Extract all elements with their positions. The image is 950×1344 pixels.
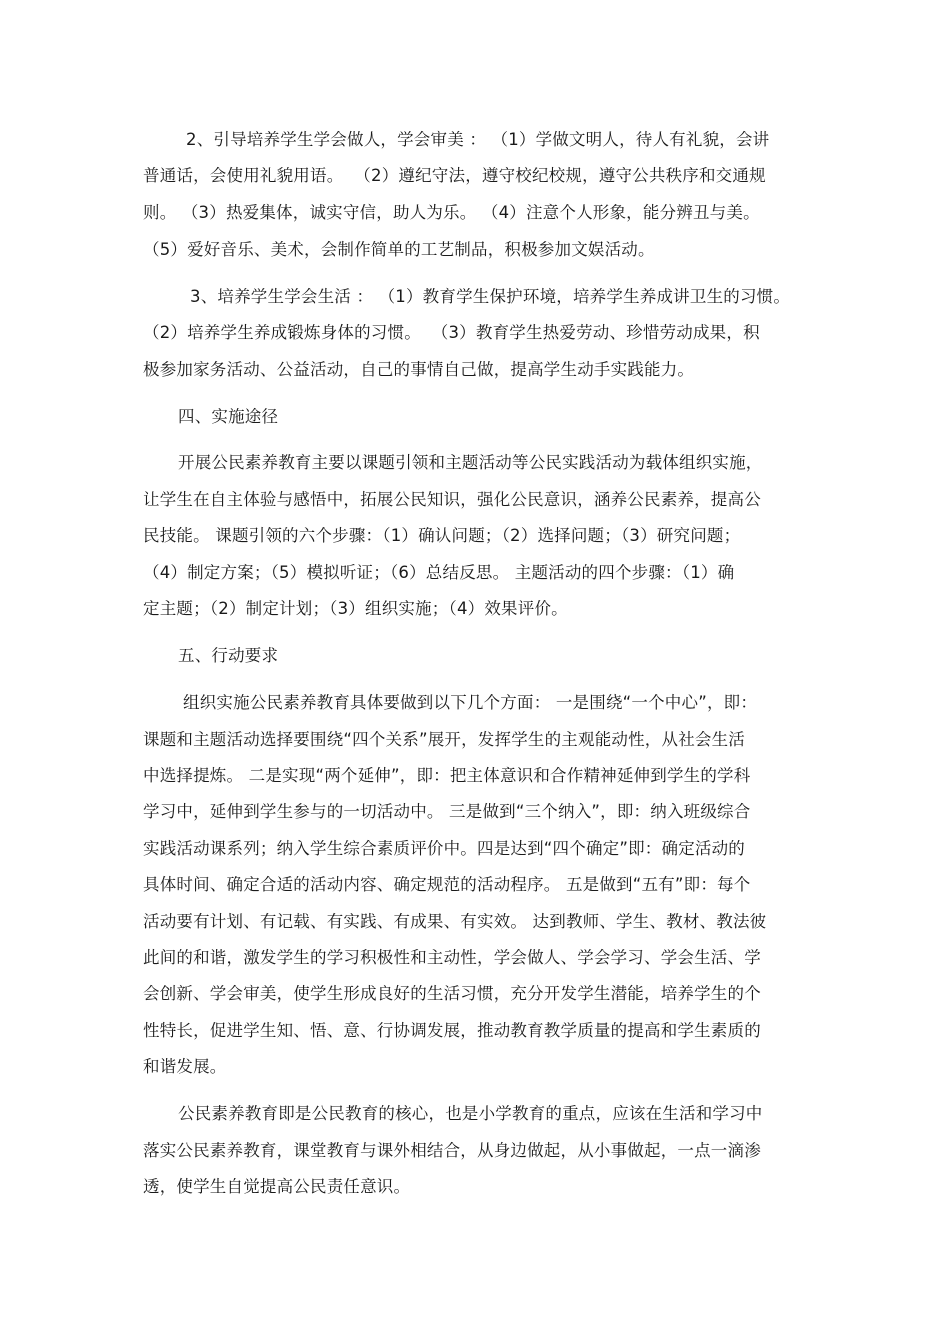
- text-line: 开展公民素养教育主要以课题引领和主题活动等公民实践活动为载体组织实施，: [178, 453, 763, 472]
- text-line: （4）制定方案；（5）模拟听证；（6）总结反思。 主题活动的四个步骤：（1）确: [143, 563, 735, 582]
- text-line: 具体时间、确定合适的活动内容、确定规范的活动程序。 五是做到“五有”即：每个: [143, 875, 751, 894]
- text-line: 性特长，促进学生知、悟、意、行协调发展，推动教育教学质量的提高和学生素质的: [143, 1021, 761, 1040]
- text-line: 活动要有计划、有记载、有实践、有成果、有实效。 达到教师、学生、教材、教法彼: [143, 912, 767, 931]
- text-line: 极参加家务活动、公益活动，自己的事情自己做，提高学生动手实践能力。: [143, 360, 695, 379]
- text-line: 课题和主题活动选择要围绕“四个关系”展开，发挥学生的主观能动性，从社会生活: [143, 730, 745, 749]
- text-line: 组织实施公民素养教育具体要做到以下几个方面： 一是围绕“一个中心”，即：: [183, 693, 758, 712]
- text-line: 和谐发展。: [143, 1057, 227, 1076]
- text-line: 实践活动课系列；纳入学生综合素质评价中。四是达到“四个确定”即：确定活动的: [143, 839, 745, 858]
- text-line: 公民素养教育即是公民教育的核心，也是小学教育的重点，应该在生活和学习中: [178, 1104, 763, 1123]
- text-line: 让学生在自主体验与感悟中，拓展公民知识，强化公民意识，涵养公民素养，提高公: [143, 490, 761, 509]
- text-line: 3、培养学生学会生活 ： （1）教育学生保护环境，培养学生养成讲卫生的习惯。: [190, 287, 791, 306]
- text-line: （5）爱好音乐、美术，会制作简单的工艺制品，积极参加文娱活动。: [143, 240, 655, 259]
- section-heading: 四、实施途径: [178, 407, 279, 426]
- text-line: 透，使学生自觉提高公民责任意识。: [143, 1177, 411, 1196]
- text-line: 定主题；（2）制定计划；（3）组织实施；（4）效果评价。: [143, 599, 568, 618]
- section-heading: 五、行动要求: [178, 646, 279, 665]
- text-line: （2）培养学生养成锻炼身体的习惯。 （3）教育学生热爱劳动、珍惜劳动成果，积: [143, 323, 760, 342]
- text-line: 普通话，会使用礼貌用语。 （2）遵纪守法，遵守校纪校规，遵守公共秩序和交通规: [143, 166, 766, 185]
- text-line: 2、引导培养学生学会做人，学会审美 ： （1）学做文明人，待人有礼貌，会讲: [186, 130, 770, 149]
- text-line: 中选择提炼。 二是实现“两个延伸”，即：把主体意识和合作精神延伸到学生的学科: [143, 766, 751, 785]
- text-line: 民技能。 课题引领的六个步骤：（1）确认问题；（2）选择问题；（3）研究问题；: [143, 526, 741, 545]
- text-line: 此间的和谐，激发学生的学习积极性和主动性，学会做人、学会学习、学会生活、学: [143, 948, 761, 967]
- text-line: 学习中，延伸到学生参与的一切活动中。 三是做到“三个纳入”，即：纳入班级综合: [143, 802, 751, 821]
- text-line: 落实公民素养教育，课堂教育与课外相结合，从身边做起，从小事做起，一点一滴渗: [143, 1141, 761, 1160]
- text-line: 会创新、学会审美，使学生形成良好的生活习惯，充分开发学生潜能，培养学生的个: [143, 984, 761, 1003]
- text-line: 则。 （3）热爱集体，诚实守信，助人为乐。 （4）注意个人形象，能分辨丑与美。: [143, 203, 760, 222]
